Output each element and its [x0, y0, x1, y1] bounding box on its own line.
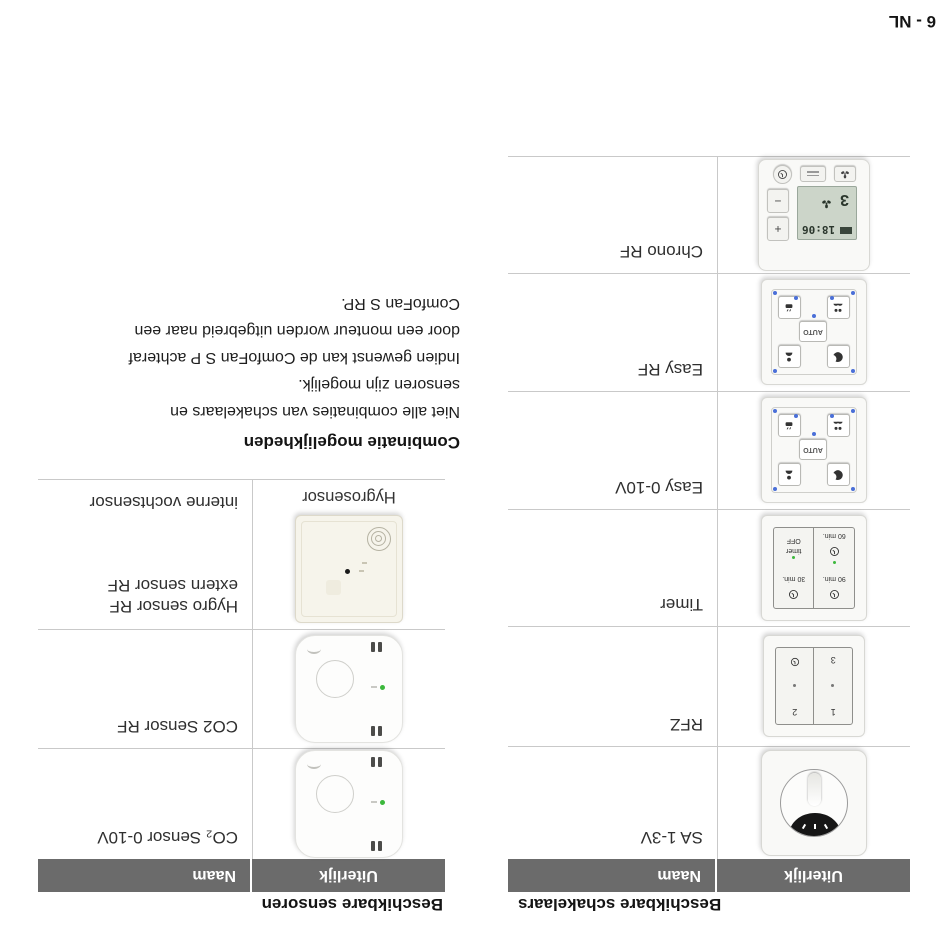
menu-button: [800, 166, 826, 182]
sa-1-3v-photo-cell: [717, 747, 910, 859]
device-name: Timer: [660, 595, 703, 614]
moon-icon: [827, 464, 850, 487]
lcd-display: [797, 186, 857, 240]
easy-0-10v-photo-cell: [717, 392, 910, 509]
clock-icon: [773, 165, 792, 184]
people-icon: [827, 297, 850, 320]
column-header-name: Naam: [508, 859, 717, 892]
lcd-fan-speed: 3: [840, 191, 849, 208]
combination-note: [46, 290, 460, 452]
auto-button-label: AUTO: [799, 322, 827, 343]
appearance-caption: Hygrosensor: [302, 488, 396, 506]
device-name: Hygro sensor RF extern sensor RF: [107, 576, 238, 616]
co2-rf-photo-cell: [252, 630, 445, 748]
fan-icon: [834, 166, 856, 182]
column-header-appearance: Uiterlijk: [784, 867, 843, 885]
easy-rf-photo-cell: [717, 274, 910, 391]
device-name: Chrono RF: [619, 242, 703, 261]
vent-slot: [378, 726, 382, 736]
rotary-knob: [808, 773, 821, 806]
rfz-button-2-label: 2: [792, 707, 798, 718]
chrono-switch-photo: [758, 159, 870, 271]
table-row: [38, 748, 445, 859]
rfz-button-1-label: 1: [830, 707, 836, 718]
vent-slot: [378, 841, 382, 851]
chrono-rf-photo-cell: [717, 157, 910, 273]
column-header-appearance: Uiterlijk: [319, 867, 378, 885]
rfz-left-rocker: [815, 649, 853, 725]
sensor-window: [316, 775, 354, 813]
easy-switch-photo: [761, 398, 867, 504]
column-header-name: Naam: [38, 859, 252, 892]
note-heading: Combinatie mogelijkheden: [243, 433, 460, 452]
timer-photo-cell: [717, 510, 910, 626]
switches-table: [508, 156, 910, 914]
clock-icon: [829, 584, 840, 602]
led-dot: [345, 569, 350, 574]
brand-logo: [307, 759, 321, 769]
table-row: [508, 509, 910, 626]
people-icon: [827, 415, 850, 438]
person-icon: [778, 346, 801, 369]
humidity-vent: [367, 527, 391, 551]
timer-off-label-1: timer: [785, 547, 802, 555]
sensors-table-header: [38, 859, 445, 892]
table-row: [508, 746, 910, 859]
green-led: [380, 685, 385, 690]
hygro-photo-cell: [252, 480, 445, 629]
rotary-switch-photo: [761, 750, 867, 856]
table-row: [38, 479, 445, 629]
green-led: [833, 562, 836, 565]
timer-60-label: 60 min.: [822, 532, 846, 540]
plus-button: +: [767, 217, 789, 241]
note-line: door een monteur worden uitgebreid naar een: [134, 322, 460, 339]
lcd-mode-indicator: [840, 227, 852, 234]
timer-off-label-2: OFF: [786, 537, 801, 545]
rotary-scale: [789, 813, 841, 837]
timer-30-label: 30 min.: [782, 575, 806, 582]
hygro-sensor-photo: [295, 515, 403, 623]
vent-slot: [378, 642, 382, 652]
sensors-table: [38, 479, 445, 914]
table-row: [508, 273, 910, 391]
clock-icon: [829, 542, 840, 560]
fan-icon: [821, 193, 832, 211]
cooking-icon: [778, 415, 801, 438]
vent-slot: [378, 757, 382, 767]
device-name: CO2 Sensor RF: [117, 717, 238, 736]
note-line: Indien gewenst kan de ComfoFan S P achteraf: [128, 349, 460, 366]
auto-button-label: AUTO: [799, 440, 827, 461]
moon-icon: [827, 346, 850, 369]
clock-icon: [776, 656, 814, 668]
co2-sensor-photo: [295, 750, 403, 858]
vent-slot: [371, 757, 375, 767]
green-led: [792, 557, 795, 560]
rotary-dial: [780, 769, 848, 837]
note-line: Niet alle combinaties van schakelaars en: [170, 403, 460, 420]
device-name: SA 1-3V: [640, 828, 703, 847]
note-line: ComfoFan S RP.: [341, 295, 460, 312]
table-row: [508, 391, 910, 509]
co2-sensor-photo: [295, 635, 403, 743]
device-name: RFZ: [669, 715, 703, 734]
sensors-table-title: Beschikbare sensoren: [261, 895, 443, 914]
switches-table-title: Beschikbare schakelaars: [518, 895, 722, 914]
switches-table-header: [508, 859, 910, 892]
vent-slot: [371, 841, 375, 851]
device-name-secondary: interne vochtsensor: [89, 493, 238, 512]
table-row: [508, 156, 910, 273]
rfz-photo-cell: [717, 627, 910, 746]
easy-switch-photo: [761, 280, 867, 386]
lcd-time: 18:06: [802, 223, 836, 236]
table-row: [508, 626, 910, 746]
vent-slot: [371, 642, 375, 652]
rfz-right-rocker: [776, 649, 815, 725]
clock-icon: [788, 584, 799, 602]
vent-slot: [371, 726, 375, 736]
co2-0-10v-photo-cell: [252, 749, 445, 859]
sensor-window: [316, 660, 354, 698]
rfz-switch-photo: [763, 636, 865, 738]
table-row: [38, 629, 445, 748]
page-number: 6 - NL: [888, 12, 936, 31]
rfz-button-3-label: 3: [830, 655, 836, 666]
device-name: Easy 0-10V: [615, 478, 703, 497]
device-name: CO₂ Sensor 0-10V: [97, 828, 238, 847]
timer-90-label: 90 min.: [822, 575, 846, 582]
device-name: Easy RF: [637, 360, 703, 379]
brand-logo: [307, 644, 321, 654]
minus-button: −: [767, 189, 789, 213]
timer-switch-photo: [761, 515, 867, 621]
green-led: [380, 800, 385, 805]
note-line: sensoren zijn mogelijk.: [298, 376, 460, 393]
cooking-icon: [778, 297, 801, 320]
sensor-button: [326, 580, 341, 595]
person-icon: [778, 464, 801, 487]
